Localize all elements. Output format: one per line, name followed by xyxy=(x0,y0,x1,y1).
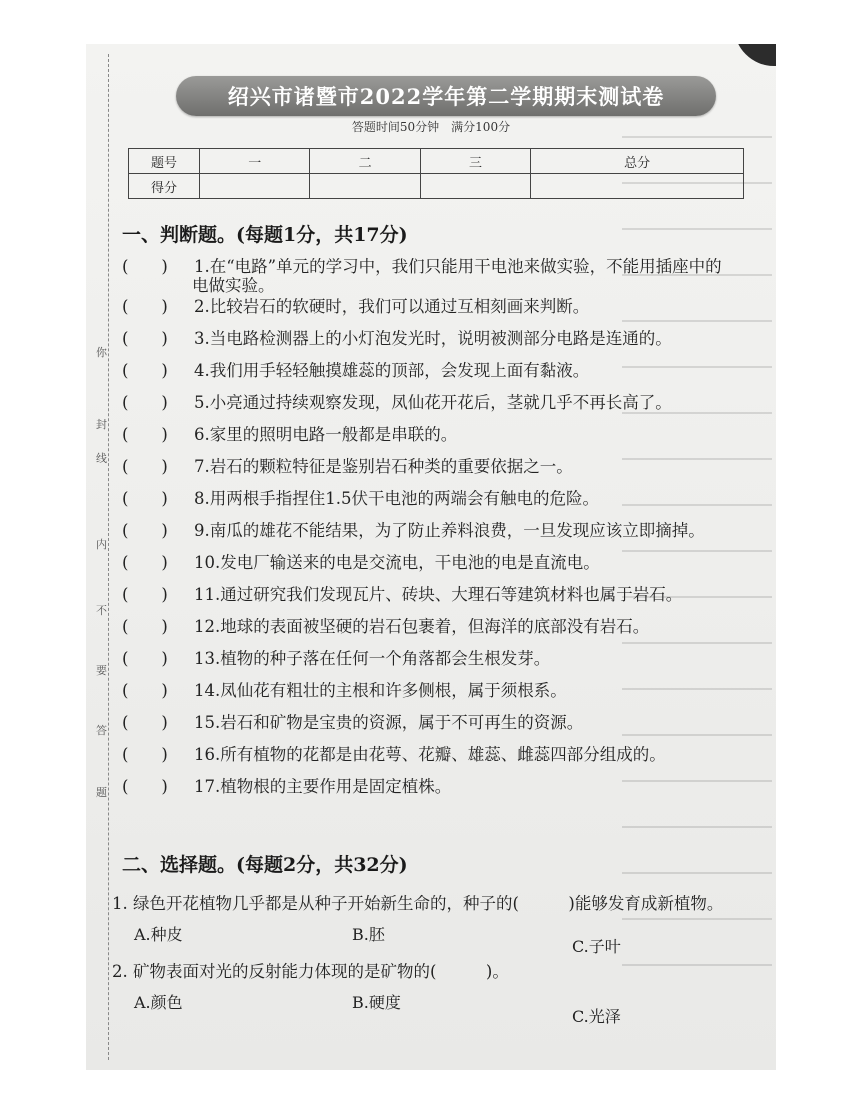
answer-parenthesis[interactable]: ( ) xyxy=(122,393,168,412)
question-text: 3.当电路检测器上的小灯泡发光时，说明被测部分电路是连通的。 xyxy=(194,329,672,348)
score-table-cell: 二 xyxy=(310,149,420,174)
question-text: 14.凤仙花有粗壮的主根和许多侧根，属于须根系。 xyxy=(194,681,567,700)
exam-title-banner xyxy=(176,76,716,116)
score-table-cell: 总分 xyxy=(531,149,744,174)
true-false-question xyxy=(122,774,762,800)
score-table-cell: 得分 xyxy=(129,174,200,199)
answer-parenthesis[interactable]: ( ) xyxy=(122,257,168,276)
true-false-question xyxy=(122,422,762,448)
answer-parenthesis[interactable]: ( ) xyxy=(122,553,168,572)
question-text: 5.小亮通过持续观察发现，凤仙花开花后，茎就几乎不再长高了。 xyxy=(194,393,672,412)
true-false-question xyxy=(122,646,762,672)
score-table-cell: 三 xyxy=(420,149,530,174)
answer-parenthesis[interactable]: ( ) xyxy=(122,777,168,796)
binding-char: 封 xyxy=(96,418,107,431)
question-text: 11.通过研究我们发现瓦片、砖块、大理石等建筑材料也属于岩石。 xyxy=(194,585,683,604)
mc-q1-option-c[interactable]: C.子叶 xyxy=(572,937,621,956)
answer-parenthesis[interactable]: ( ) xyxy=(122,681,168,700)
mc-q2-option-b[interactable]: B.硬度 xyxy=(352,993,401,1012)
question-text: 13.植物的种子落在任何一个角落都会生根发芽。 xyxy=(194,649,551,668)
answer-parenthesis[interactable]: ( ) xyxy=(122,361,168,380)
question-text: 1.在“电路”单元的学习中，我们只能用干电池来做实验，不能用插座中的 xyxy=(194,257,722,276)
true-false-question xyxy=(122,454,762,480)
exam-title: 绍兴市诸暨市2022学年第二学期期末测试卷 xyxy=(227,84,665,109)
mc-question-1: 1. 绿色开花植物几乎都是从种子开始新生命的，种子的( )能够发育成新植物。 xyxy=(112,894,724,913)
binding-char: 内 xyxy=(96,538,107,551)
answer-parenthesis[interactable]: ( ) xyxy=(122,489,168,508)
binding-char: 线 xyxy=(96,452,107,465)
true-false-question xyxy=(122,486,762,512)
answer-parenthesis[interactable]: ( ) xyxy=(122,745,168,764)
question-text: 7.岩石的颗粒特征是鉴别岩石种类的重要依据之一。 xyxy=(194,457,573,476)
question-text: 2.比较岩石的软硬时，我们可以通过互相刻画来判断。 xyxy=(194,297,590,316)
true-false-question xyxy=(122,742,762,768)
question-1-continuation: 电做实验。 xyxy=(192,276,275,295)
answer-parenthesis[interactable]: ( ) xyxy=(122,425,168,444)
exam-page xyxy=(86,44,776,1070)
true-false-question xyxy=(122,390,762,416)
score-table xyxy=(128,148,744,199)
mc-q2-option-a[interactable]: A.颜色 xyxy=(134,993,183,1012)
answer-parenthesis[interactable]: ( ) xyxy=(122,617,168,636)
answer-parenthesis[interactable]: ( ) xyxy=(122,713,168,732)
question-text: 15.岩石和矿物是宝贵的资源，属于不可再生的资源。 xyxy=(194,713,584,732)
answer-parenthesis[interactable]: ( ) xyxy=(122,457,168,476)
mc-q2-option-c[interactable]: C.光泽 xyxy=(572,1007,621,1026)
true-false-question xyxy=(122,358,762,384)
score-table-cell: 一 xyxy=(200,149,310,174)
exam-subtitle: 答题时间50分钟 满分100分 xyxy=(351,120,511,134)
mc-q1-option-b[interactable]: B.胚 xyxy=(352,925,385,944)
question-text: 9.南瓜的雄花不能结果，为了防止养料浪费，一旦发现应该立即摘掉。 xyxy=(194,521,705,540)
binding-char: 答 xyxy=(96,724,107,737)
true-false-question xyxy=(122,678,762,704)
question-text: 12.地球的表面被坚硬的岩石包裹着，但海洋的底部没有岩石。 xyxy=(194,617,650,636)
score-blank[interactable] xyxy=(420,174,530,199)
score-blank[interactable] xyxy=(310,174,420,199)
binding-char: 不 xyxy=(96,604,107,617)
score-table-header-row xyxy=(129,149,744,174)
true-false-question xyxy=(122,326,762,352)
section2-heading: 二、选择题。(每题2分，共32分) xyxy=(122,854,408,876)
answer-parenthesis[interactable]: ( ) xyxy=(122,649,168,668)
question-text: 16.所有植物的花都是由花萼、花瓣、雄蕊、雌蕊四部分组成的。 xyxy=(194,745,666,764)
score-blank[interactable] xyxy=(200,174,310,199)
binding-char: 你 xyxy=(96,346,107,359)
answer-parenthesis[interactable]: ( ) xyxy=(122,521,168,540)
question-text: 8.用两根手指捏住1.5伏干电池的两端会有触电的危险。 xyxy=(194,489,599,508)
score-table-score-row xyxy=(129,174,744,199)
mc-q1-option-a[interactable]: A.种皮 xyxy=(134,925,183,944)
true-false-question xyxy=(122,550,762,576)
scan-corner-shadow xyxy=(734,44,776,66)
question-text: 17.植物根的主要作用是固定植株。 xyxy=(194,777,452,796)
true-false-question xyxy=(122,710,762,736)
score-blank[interactable] xyxy=(531,174,744,199)
section1-heading: 一、判断题。(每题1分，共17分) xyxy=(122,224,408,246)
binding-char: 题 xyxy=(96,786,107,799)
answer-parenthesis[interactable]: ( ) xyxy=(122,329,168,348)
binding-line xyxy=(94,54,109,1060)
question-text: 4.我们用手轻轻触摸雄蕊的顶部，会发现上面有黏液。 xyxy=(194,361,590,380)
true-false-question xyxy=(122,614,762,640)
answer-parenthesis[interactable]: ( ) xyxy=(122,297,168,316)
question-text: 6.家里的照明电路一般都是串联的。 xyxy=(194,425,458,444)
true-false-question xyxy=(122,294,762,320)
question-text: 10.发电厂输送来的电是交流电，干电池的电是直流电。 xyxy=(194,553,600,572)
true-false-question xyxy=(122,582,762,608)
mc-question-2: 2. 矿物表面对光的反射能力体现的是矿物的( )。 xyxy=(112,962,509,981)
score-table-cell: 题号 xyxy=(129,149,200,174)
binding-char: 要 xyxy=(96,664,107,677)
true-false-question xyxy=(122,518,762,544)
answer-parenthesis[interactable]: ( ) xyxy=(122,585,168,604)
